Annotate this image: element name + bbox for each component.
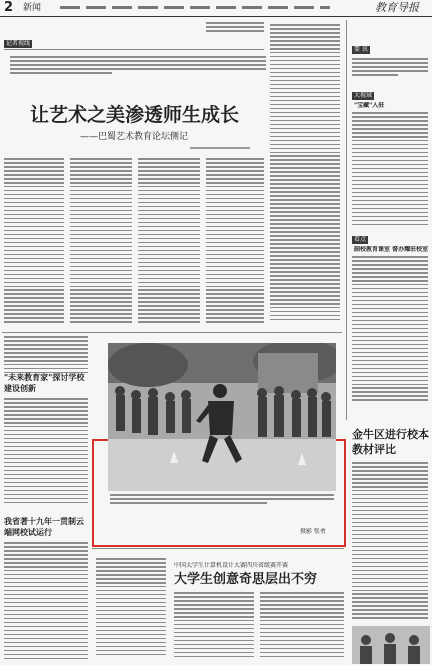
left-col-text-2 <box>4 542 88 662</box>
right-tag-view: 大视域 <box>354 92 373 99</box>
main-article-col-3 <box>138 158 200 328</box>
section-name: 新闻 <box>23 3 42 13</box>
bottom-right-text-1 <box>174 592 254 660</box>
main-article-col-4b <box>206 22 264 36</box>
left-headline-3: 我省著十九年一贯制云 <box>4 516 84 526</box>
right-tag-highlight: 看点 <box>354 236 367 243</box>
left-col-top-text <box>4 336 88 376</box>
photo-credit: 摄影 张勇 <box>300 528 326 535</box>
section-number: 2 <box>4 0 14 15</box>
main-article-col-2 <box>70 158 132 328</box>
bottom-headline: 大学生创意奇思层出不穷 <box>174 572 318 587</box>
right-column-divider <box>346 20 347 420</box>
activity-photo <box>108 343 336 491</box>
right-col-text-1 <box>352 58 428 88</box>
left-headline-2: 建设创新 <box>4 383 36 393</box>
column-tag-rule <box>4 49 264 50</box>
right-col-text-3 <box>352 256 428 406</box>
intro-paragraph <box>10 56 266 94</box>
right-item-1: "宝藏"入驻 <box>354 102 385 109</box>
left-headline-4: 端网校试运行 <box>4 527 52 537</box>
bottom-right-text-2 <box>260 592 344 660</box>
byline-bar <box>190 147 250 149</box>
left-headline-1: "未来教育家"探讨学校 <box>4 372 85 382</box>
main-article-title: 让艺术之美渗透师生成长 <box>30 104 240 126</box>
right-col-text-2 <box>352 112 428 230</box>
right-item-2: 副校教育课室 督办耀驻校室 <box>354 246 428 253</box>
bottom-right-photo <box>352 626 430 664</box>
masthead-info-bar <box>60 6 330 9</box>
left-section-rule <box>2 332 342 333</box>
left-col-text-1 <box>4 398 88 508</box>
right-headline-2: 教材评比 <box>352 443 396 456</box>
main-article-col-5 <box>270 24 340 324</box>
bottom-kicker: 中国大学生计算机设计大赛四川省级赛开赛 <box>174 562 289 569</box>
column-tag: 记者视线 <box>6 40 31 47</box>
photo-caption <box>110 494 334 512</box>
main-article-col-4 <box>206 158 264 328</box>
masthead <box>0 0 432 17</box>
paper-name: 教育导报 <box>375 1 419 14</box>
main-article-subtitle: ——巴蜀艺术教育论坛侧记 <box>80 132 189 142</box>
main-article-col-1 <box>4 158 64 328</box>
right-tag-news: 要 讯 <box>354 46 368 53</box>
right-col-text-4 <box>352 462 428 622</box>
right-headline: 金牛区进行校本 <box>352 428 429 441</box>
bottom-left-text <box>96 558 166 658</box>
bottom-section-rule <box>92 548 344 549</box>
